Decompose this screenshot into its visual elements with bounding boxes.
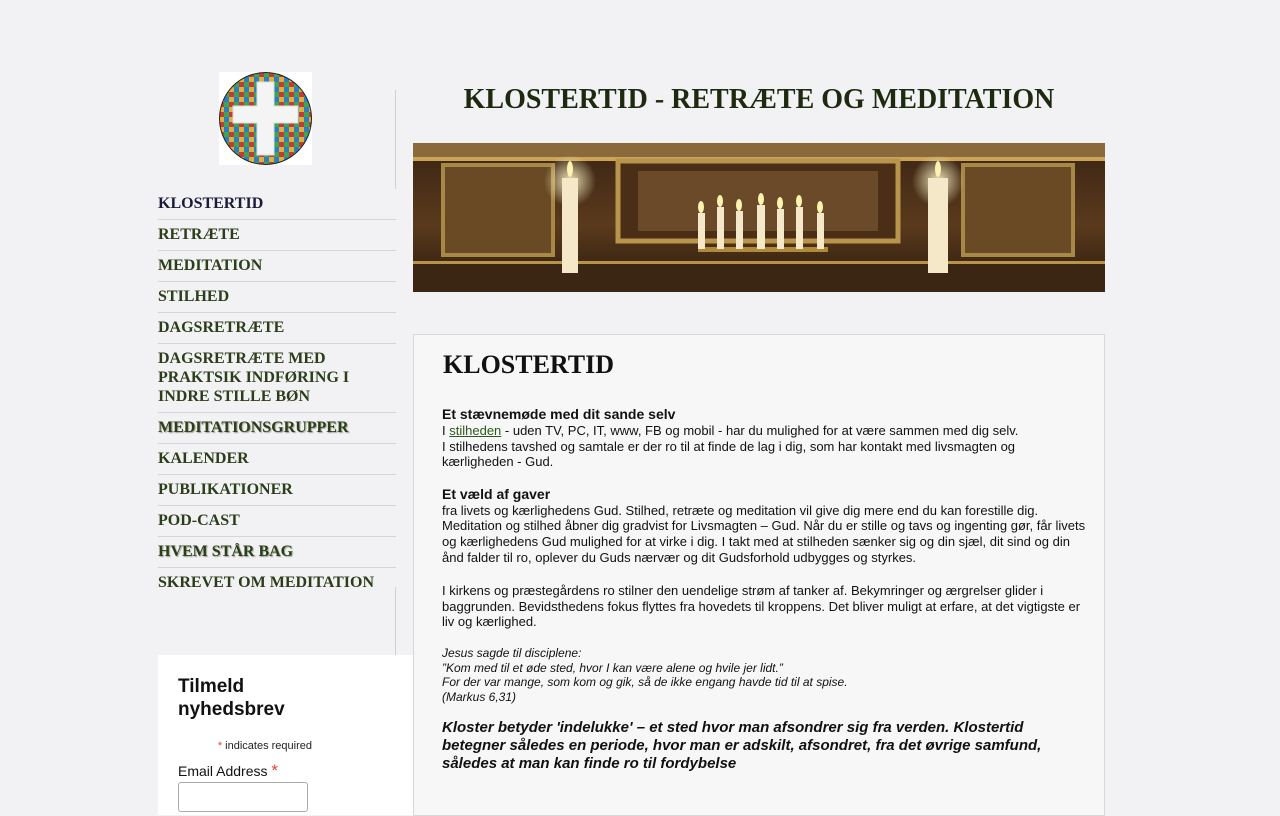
quote-line-2: ”Kom med til et øde sted, hvor I kan være alene og hvile jer lidt.” [442,660,783,675]
nav-item-dagsretraete[interactable]: DAGSRETRÆTE [158,313,396,344]
section-heading-gaver: Et væld af gaver [442,485,551,502]
paragraph-tavshed: I stilhedens tavshed og samtale er der ro til at finde de lag i dig, som har kontakt med livsmagten og kærligheden - Gud. [442,438,1016,470]
section-heading-staevnemoede: Et stævnemøde med dit sande selv [442,406,676,422]
nav-item-meditation[interactable]: MEDITATION [158,251,396,282]
paragraph-stilheden [442,423,1087,439]
email-label-text: Email Address [178,763,272,779]
stilheden-link[interactable]: stilheden [449,423,502,438]
main-content [413,334,1105,816]
main-navigation [158,189,396,598]
quote-line-1: Jesus sagde til disciplene: [442,645,582,660]
paragraph-rest: - uden TV, PC, IT, www, FB og mobil - har du mulighed for at være sammen med dig selv. [501,423,1019,438]
paragraph-prefix: I [442,423,450,438]
nav-item-dagsretraete-bon[interactable]: DAGSRETRÆTE MED PRAKTSIK INDFØRING I INDRE STILLE BØN [158,344,396,413]
nav-item-stilhed[interactable]: STILHED [158,282,396,313]
nav-item-skrevet-om-meditation[interactable]: SKREVET OM MEDITATION [158,574,375,591]
paragraph-kirkens-ro: I kirkens og præstegårdens ro stilner den uendelige strøm af tanker af. Bekymringer og ærgrelser glider i baggrunden. Bevidsthedens fokus flyttes fra hovedets til kroppens. Det bliver muligt at erfare, at det vigtigste er liv og kærlighed. [442,583,1081,630]
quote-line-4: (Markus 6,31) [442,689,517,704]
required-star: * [217,740,223,752]
email-required-star: * [271,761,278,780]
nav-item-klostertid[interactable]: KLOSTERTID [158,189,396,220]
nav-item-pod-cast[interactable]: POD-CAST [158,506,396,537]
nav-item-meditationsgrupper[interactable]: MEDITATIONSGRUPPER [158,413,396,444]
nav-item-kalender[interactable]: KALENDER [158,444,396,475]
newsletter-title: Tilmeld nyhedsbrev [178,676,285,720]
site-title: KLOSTERTID - RETRÆTE OG MEDITATION [463,84,1055,115]
sidebar-divider-top [395,90,396,189]
banner-image [413,143,1105,292]
site-logo[interactable] [219,72,312,165]
altar-candles-photo [413,143,1105,292]
newsletter-signup [158,655,413,815]
content-heading: KLOSTERTID [443,350,615,379]
required-text: indicates required [222,740,312,752]
email-label [178,761,278,781]
paragraph-gaver: fra livets og kærlighedens Gud. Stilhed, retræte og meditation vil give dig mere end du kan forestille dig. Meditation og stilhed åbner dig gradvist for Livsmagten – Gud. Når du er stille og tavs og ingenting gør, får livets og kærlighedens Gud mulighed for at virke i dig. I takt med at stilheden sænker sig og din sjæl, dit sind og din ånd falder til ro, oplever du Guds nærvær og dit Gudsforhold udbygges og styrkes. [442,502,1086,565]
nav-item-hvem-staar-bag[interactable]: HVEM STÅR BAG [158,537,396,568]
required-note [158,740,312,752]
email-input[interactable] [178,782,308,812]
content-body [442,406,1087,773]
quote-line-3: For der var mange, som kom og gik, så de ikke engang havde tid til at spise. [442,675,848,690]
cross-mosaic-icon [219,72,312,165]
nav-item-retraete[interactable]: RETRÆTE [158,220,396,251]
closing-paragraph: Kloster betyder 'indelukke' – et sted hvor man afsondrer sig fra verden. Klostertid betegner således en periode, hvor man er adskilt, afsondret, fra det øvrige samfund, således at man kan finde ro til fordybelse [442,719,1042,773]
nav-item-publikationer[interactable]: PUBLIKATIONER [158,475,396,506]
